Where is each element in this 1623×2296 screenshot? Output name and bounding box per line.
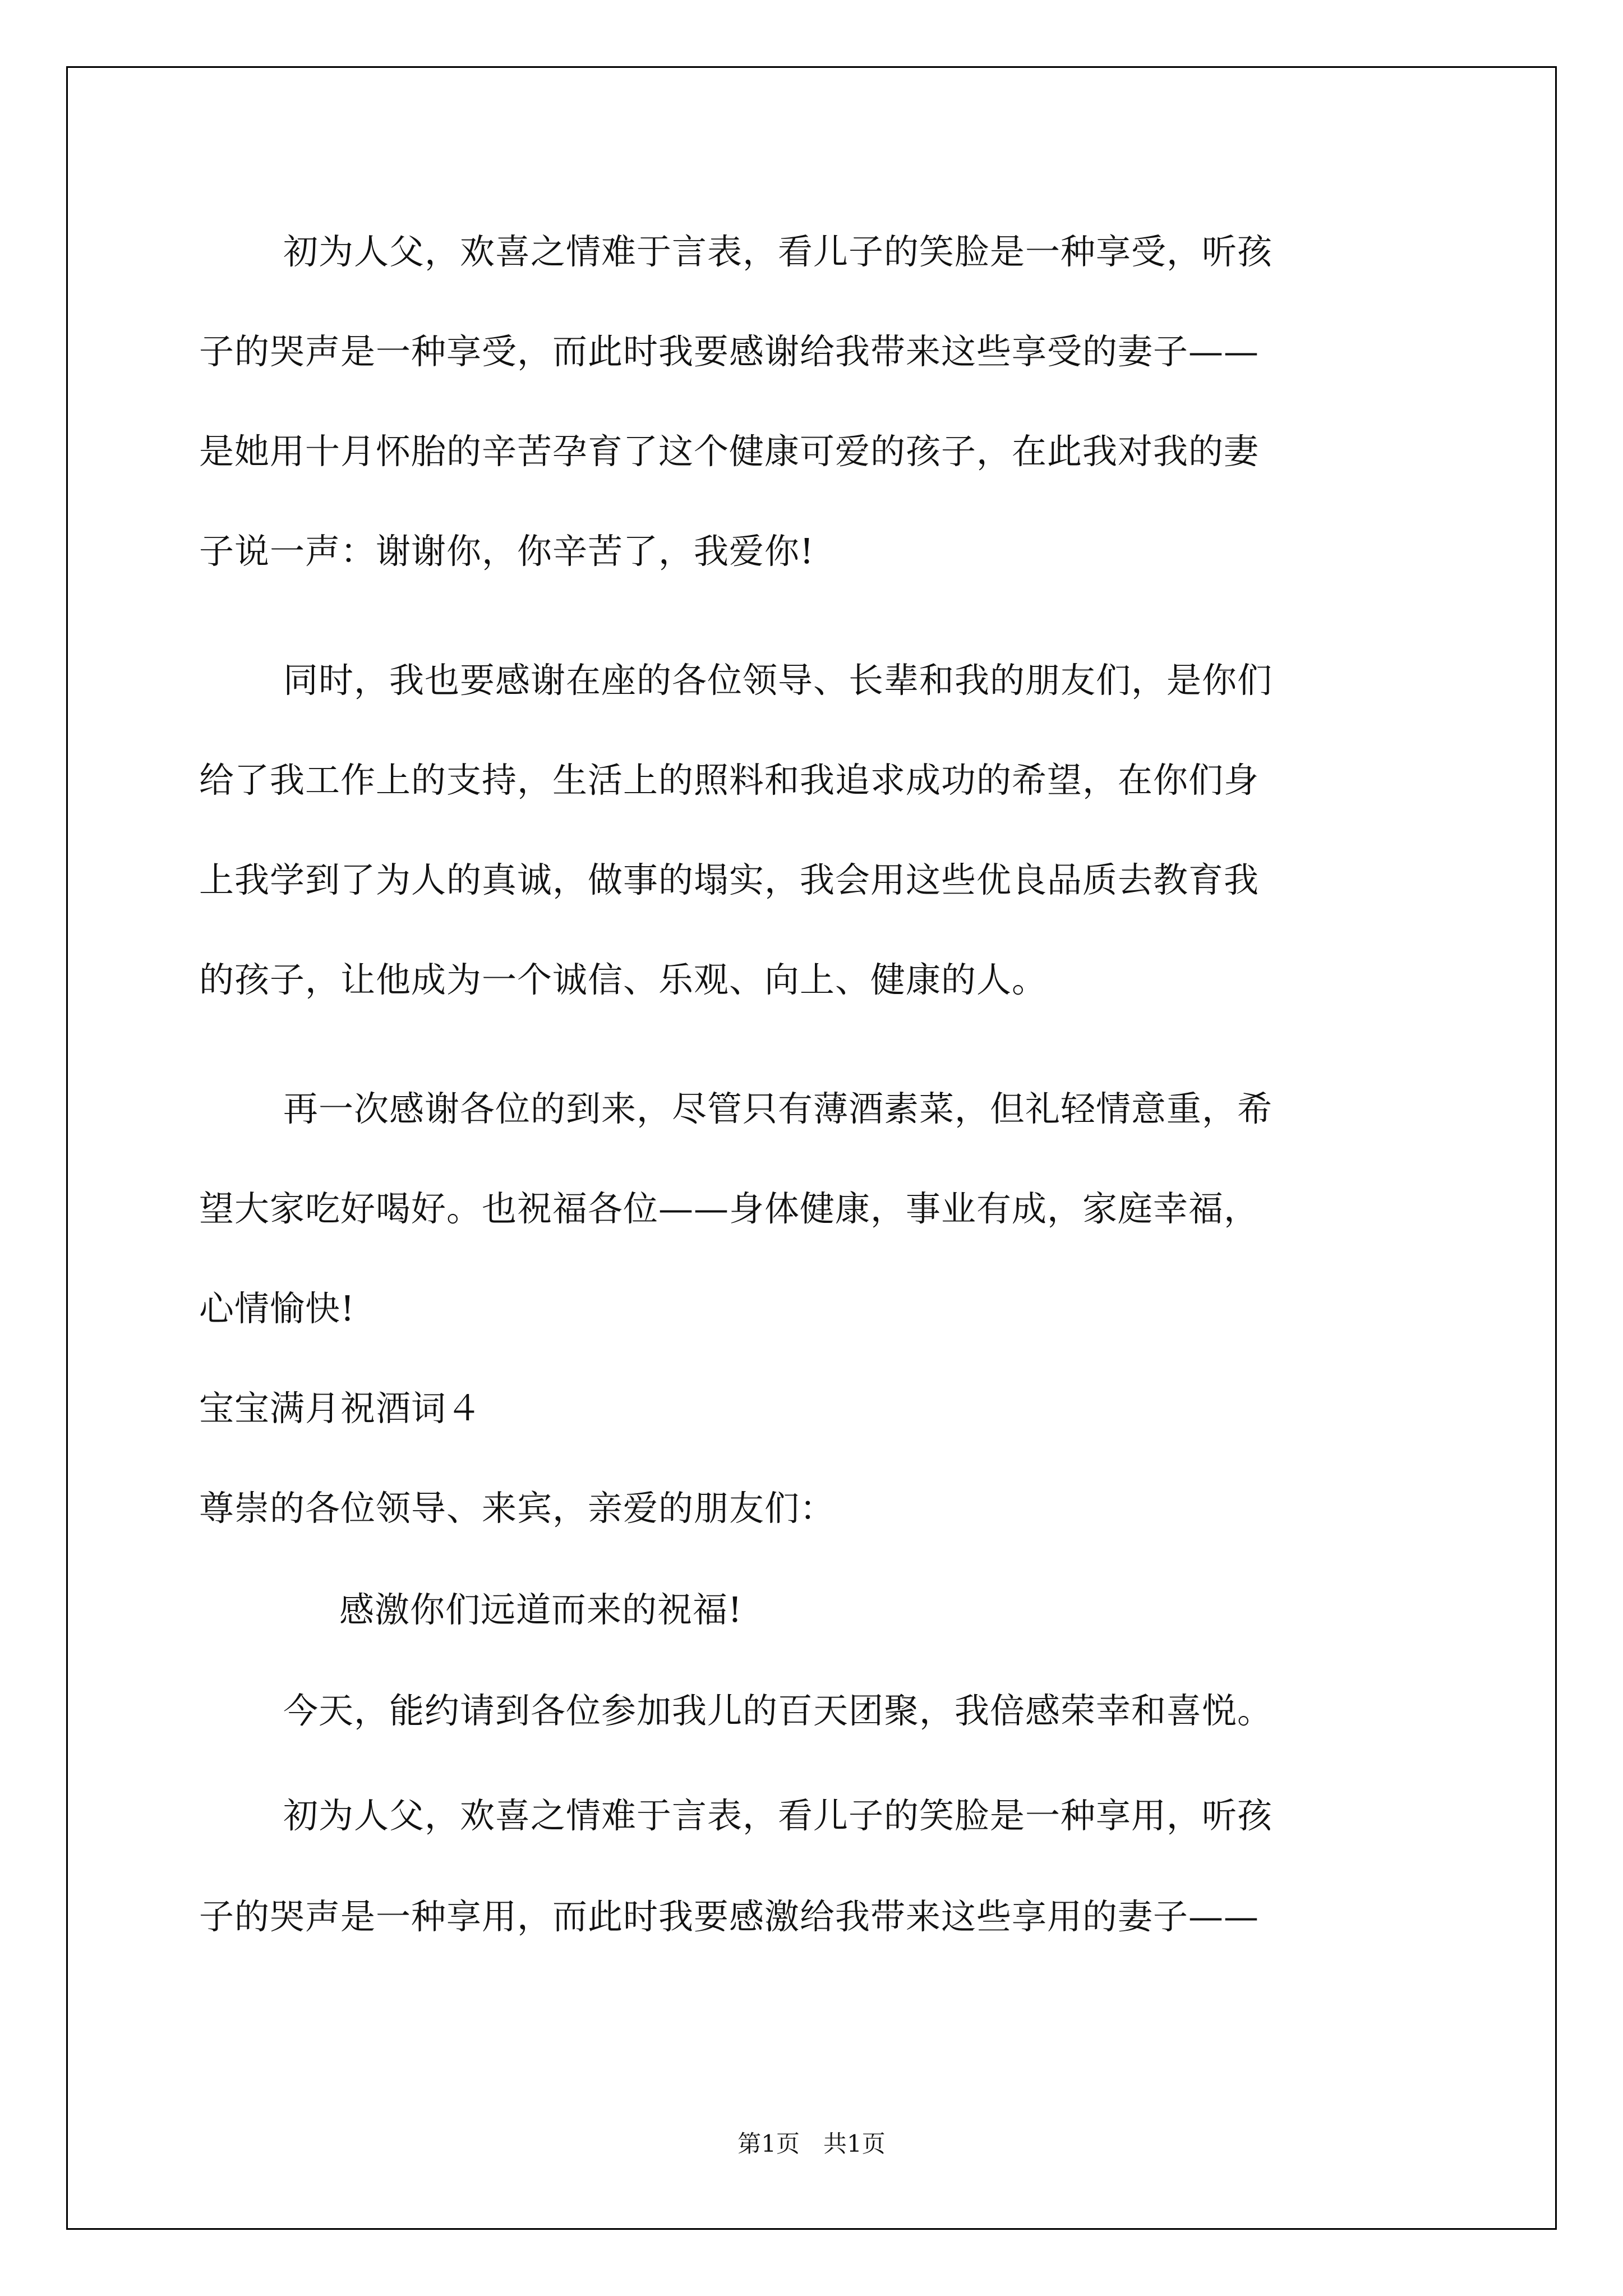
- paragraph-line: 子的哭声是一种享受，而此时我要感谢给我带来这些享受的妻子——: [199, 331, 1260, 372]
- paragraph-line: 心情愉快!: [199, 1288, 355, 1329]
- paragraph-line: 上我学到了为人的真诚，做事的塌实，我会用这些优良品质去教育我: [199, 859, 1260, 900]
- paragraph-line: 再一次感谢各位的到来，尽管只有薄酒素菜，但礼轻情意重，希: [283, 1088, 1273, 1129]
- paragraph-line: 同时，我也要感谢在座的各位领导、长辈和我的朋友们，是你们: [283, 660, 1273, 701]
- paragraph-line: 望大家吃好喝好。也祝福各位——身体健康，事业有成，家庭幸福，: [199, 1188, 1260, 1229]
- section-heading: 宝宝满月祝酒词４: [199, 1388, 482, 1429]
- paragraph-line: 今天，能约请到各位参加我儿的百天团聚，我倍感荣幸和喜悦。: [283, 1690, 1273, 1731]
- paragraph-line: 子说一声：谢谢你，你辛苦了，我爱你!: [199, 531, 814, 572]
- paragraph-line: 初为人父，欢喜之情难于言表，看儿子的笑脸是一种享用，听孩: [283, 1795, 1273, 1836]
- paragraph-line: 的孩子，让他成为一个诚信、乐观、向上、健康的人。: [199, 959, 1048, 1000]
- paragraph-line: 感激你们远道而来的祝福!: [339, 1589, 743, 1630]
- paragraph-line: 子的哭声是一种享用，而此时我要感激给我带来这些享用的妻子——: [199, 1896, 1260, 1937]
- paragraph-line: 给了我工作上的支持，生活上的照料和我追求成功的希望，在你们身: [199, 760, 1260, 800]
- page-footer: 第1页 共1页: [737, 2130, 886, 2157]
- salutation-line: 尊崇的各位领导、来宾，亲爱的朋友们：: [199, 1488, 836, 1529]
- paragraph-line: 是她用十月怀胎的辛苦孕育了这个健康可爱的孩子，在此我对我的妻: [199, 431, 1260, 472]
- paragraph-line: 初为人父，欢喜之情难于言表，看儿子的笑脸是一种享受，听孩: [283, 231, 1273, 272]
